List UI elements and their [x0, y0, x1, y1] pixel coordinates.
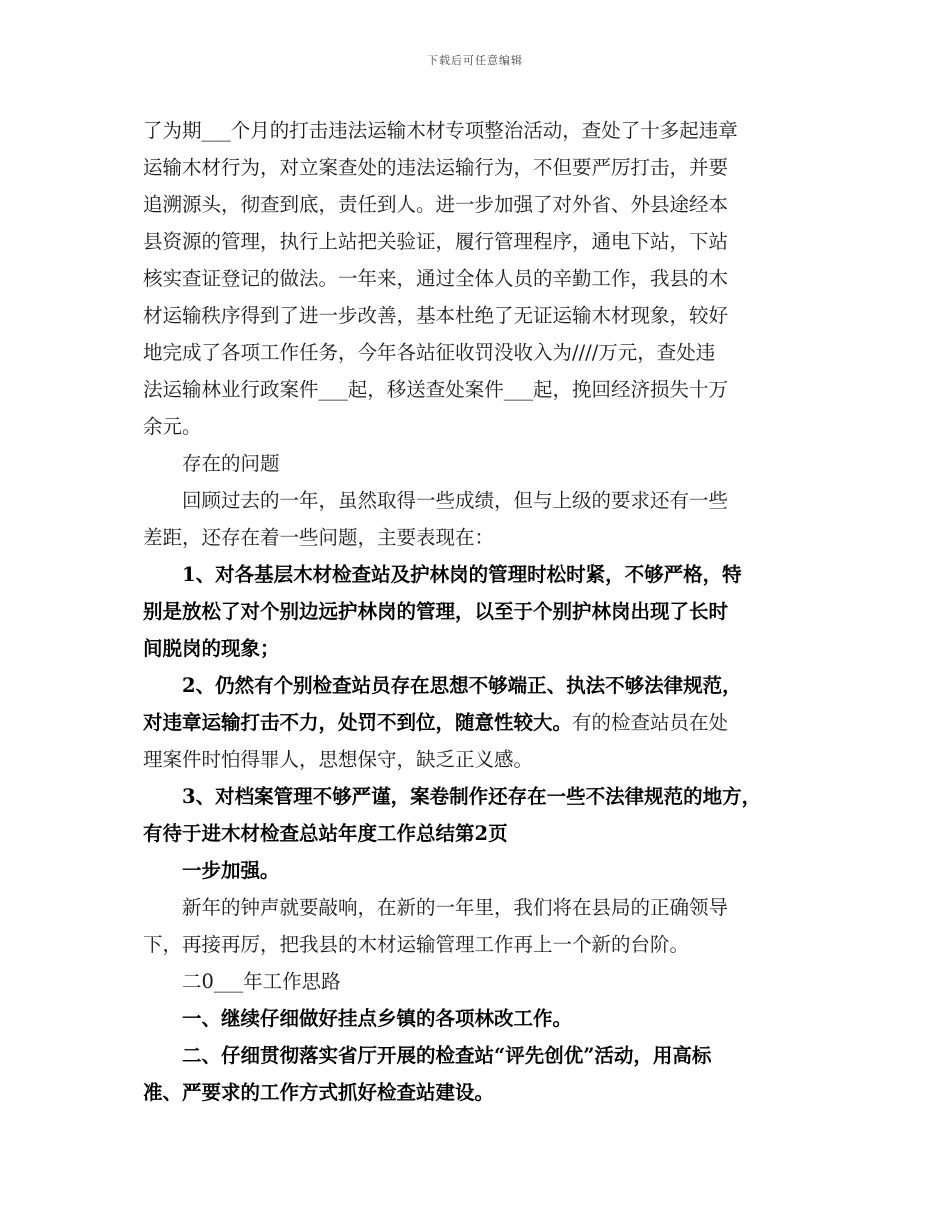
text-line: 有待于进木材检查总站年度工作总结第2页 — [143, 822, 508, 845]
text-line: 2、仍然有个别检查站员存在思想不够端正、执法不够法律规范， — [182, 674, 742, 697]
paragraph-new-year — [143, 889, 813, 963]
text-line: 了为期___个月的打击违法运输木材专项整治活动，查处了十多起违章 — [143, 119, 738, 142]
plan-item-1: 一、继续仔细做好挂点乡镇的各项林改工作。 — [182, 1007, 573, 1030]
text-line: 追溯源头，彻查到底，责任到人。进一步加强了对外省、外县途经本 — [143, 193, 729, 216]
text-line: 3、对档案管理不够严谨，案卷制作还存在一些不法律规范的地方， — [182, 785, 762, 808]
text-line: 新年的钟声就要敲响，在新的一年里，我们将在县局的正确领导 — [182, 896, 729, 919]
continuation-line: 一步加强。 — [182, 859, 280, 882]
text-line-mixed — [143, 704, 813, 741]
plan-item-2 — [143, 1037, 813, 1111]
text-line: 回顾过去的一年，虽然取得一些成绩，但与上级的要求还有一些 — [182, 489, 729, 512]
text-line: 理案件时怕得罪人，思想保守，缺乏正义感。 — [143, 748, 534, 771]
text-line: 差距，还存在着一些问题，主要表现在： — [143, 526, 495, 549]
text-line: 二、仔细贯彻落实省厅开展的检查站“评先创优”活动，用高标 — [182, 1044, 712, 1067]
text-line: 间脱岗的现象； — [143, 637, 280, 660]
page-header: 下载后可任意编辑 — [427, 54, 523, 67]
text-line: 1、对各基层木材检查站及护林岗的管理时松时紧，不够严格，特 — [182, 563, 742, 586]
problem-item-2 — [143, 667, 813, 778]
paragraph-problems-intro — [143, 482, 813, 556]
section-heading-problems: 存在的问题 — [182, 452, 280, 475]
problem-item-1 — [143, 556, 813, 667]
bold-text: 对违章运输打击不力，处罚不到位，随意性较大。 — [143, 711, 573, 734]
text-line: 县资源的管理，执行上站把关验证，履行管理程序，通电下站，下站 — [143, 230, 729, 253]
text-line: 核实查证登记的做法。一年来，通过全体人员的辛勤工作，我县的木 — [143, 267, 729, 290]
text-line: 材运输秩序得到了进一步改善，基本杜绝了无证运输木材现象，较好 — [143, 304, 729, 327]
normal-text: 有的检查站员在处 — [572, 711, 729, 734]
text-line: 下，再接再厉，把我县的木材运输管理工作再上一个新的台阶。 — [143, 933, 690, 956]
text-line: 地完成了各项工作任务，今年各站征收罚没收入为////万元，查处违 — [143, 341, 716, 364]
text-line: 余元。 — [143, 415, 202, 438]
text-line: 准、严要求的工作方式抓好检查站建设。 — [143, 1081, 495, 1104]
text-line: 别是放松了对个别边远护林岗的管理，以至于个别护林岗出现了长时 — [143, 600, 729, 623]
text-line: 运输木材行为，对立案查处的违法运输行为，不但要严厉打击，并要 — [143, 156, 729, 179]
problem-item-3 — [143, 778, 813, 852]
document-body — [143, 112, 813, 1111]
paragraph-review — [143, 112, 813, 445]
section-heading-plan: 二0___年工作思路 — [182, 970, 341, 993]
text-line: 法运输林业行政案件___起，移送查处案件___起，挽回经济损失十万 — [143, 378, 729, 401]
